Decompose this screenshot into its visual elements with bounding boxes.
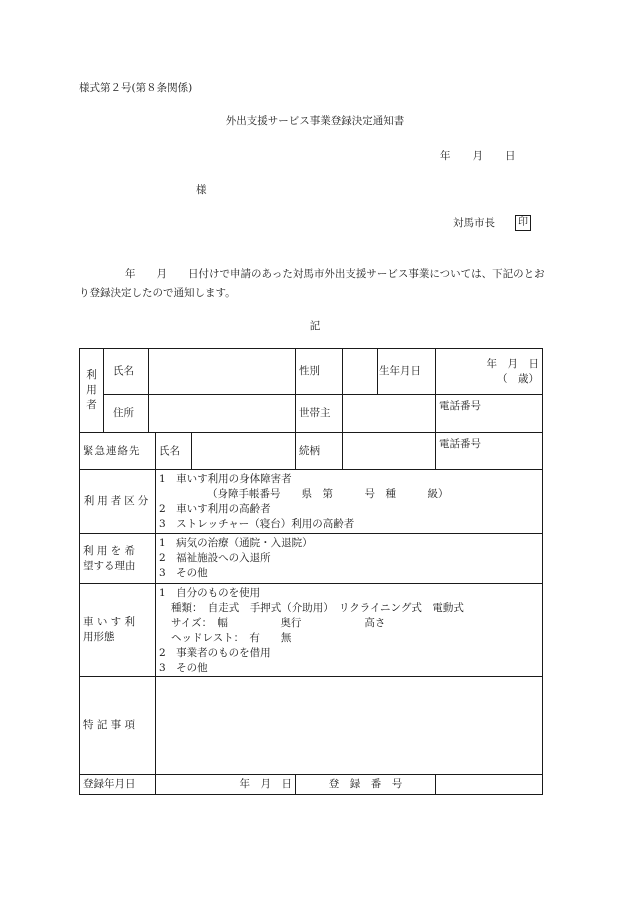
registration-number-label: 登 録 番 号 [296,775,436,795]
reason-label-line: 利 用 を 希 [83,544,136,557]
list-item: 種類： 自走式 手押式（介助用） リクライニング式 電動式 [171,602,464,614]
user-row-address [80,395,543,433]
document-title: 外出支援サービス事業登録決定通知書 [225,115,405,127]
special-notes-value[interactable] [156,677,543,775]
registration-row [80,775,543,795]
notice-text: 年 月 日付けで申請のあった対馬市外出支援サービス事業については、下記のとおり登録決定したので通知します。 [79,268,545,299]
birthdate-label: 生年月日 [378,349,436,395]
emergency-contact-label: 緊急連絡先 [80,433,156,470]
wheelchair-label [80,584,156,677]
list-item: ヘッドレスト： 有 無 [171,632,292,644]
addressee: 様 [196,184,207,196]
reason-row [80,534,543,584]
list-item: 3 ストレッチャー（寝台）利用の高齢者 [159,518,355,530]
list-item: 2 福祉施設への入退所 [159,552,271,564]
household-head-label: 世帯主 [296,395,343,433]
special-notes-label: 特 記 事 項 [80,677,156,775]
user-group-char: 利 [86,369,97,381]
wheelchair-label-line: 用形態 [83,631,115,643]
list-item: 1 病気の治療（通院・入退院） [159,537,313,549]
list-item: 2 事業者のものを借用 [159,647,271,659]
ki-heading: 記 [309,320,321,332]
registration-table [79,348,543,795]
registration-number-value[interactable] [436,775,543,795]
user-category-row [80,470,543,534]
birthdate-value[interactable] [436,349,543,395]
birthdate-age: （ 歳） [497,372,540,385]
reason-label-line: 望する理由 [83,559,136,572]
gender-label: 性別 [296,349,343,395]
address-label: 住所 [104,395,149,433]
seal-mark: 印 [515,215,531,231]
emergency-name-label: 氏名 [156,433,192,470]
reason-label [80,534,156,584]
emergency-name-value[interactable] [192,433,296,470]
relationship-value[interactable] [343,433,436,470]
user-group-label [80,349,104,433]
registration-date-label: 登録年月日 [80,775,156,795]
user-group-char: 用 [86,384,97,396]
registration-date-value[interactable]: 年 月 日 [156,775,296,795]
list-item: 2 車いす利用の高齢者 [159,503,271,515]
date-day-label: 日 [505,150,516,162]
relationship-label: 続柄 [296,433,343,470]
list-item: 3 その他 [159,567,208,579]
address-value[interactable] [149,395,296,433]
wheelchair-label-line: 車 い す 利 [83,616,136,628]
wheelchair-options [156,584,543,677]
user-category-options [156,470,543,534]
emergency-row [80,433,543,470]
phone-label: 電話番号 [436,395,543,433]
special-notes-row [80,677,543,775]
user-row-name [80,349,543,395]
household-head-value[interactable] [343,395,436,433]
user-group-char: 者 [86,399,97,411]
name-label: 氏名 [104,349,149,395]
user-category-label: 利用者区分 [80,470,156,534]
list-item: （身障手帳番号 県 第 号 種 級） [207,488,449,500]
date-year-label: 年 [440,150,451,162]
issuer [453,215,531,231]
list-item: 1 車いす利用の身体障害者 [159,473,292,485]
reason-options [156,534,543,584]
wheelchair-row [80,584,543,677]
list-item: 1 自分のものを使用 [159,587,261,599]
issuer-name: 対馬市長 [453,217,495,229]
date-month-label: 月 [472,150,483,162]
list-item: サイズ： 幅 奥行 高さ [171,617,386,629]
form-number: 様式第２号(第８条関係) [79,82,193,94]
name-value[interactable] [149,349,296,395]
issue-date [440,148,516,163]
birthdate-date: 年 月 日 [486,357,540,370]
list-item: 3 その他 [159,662,208,674]
emergency-phone-label: 電話番号 [436,433,543,470]
gender-value[interactable] [343,349,378,395]
